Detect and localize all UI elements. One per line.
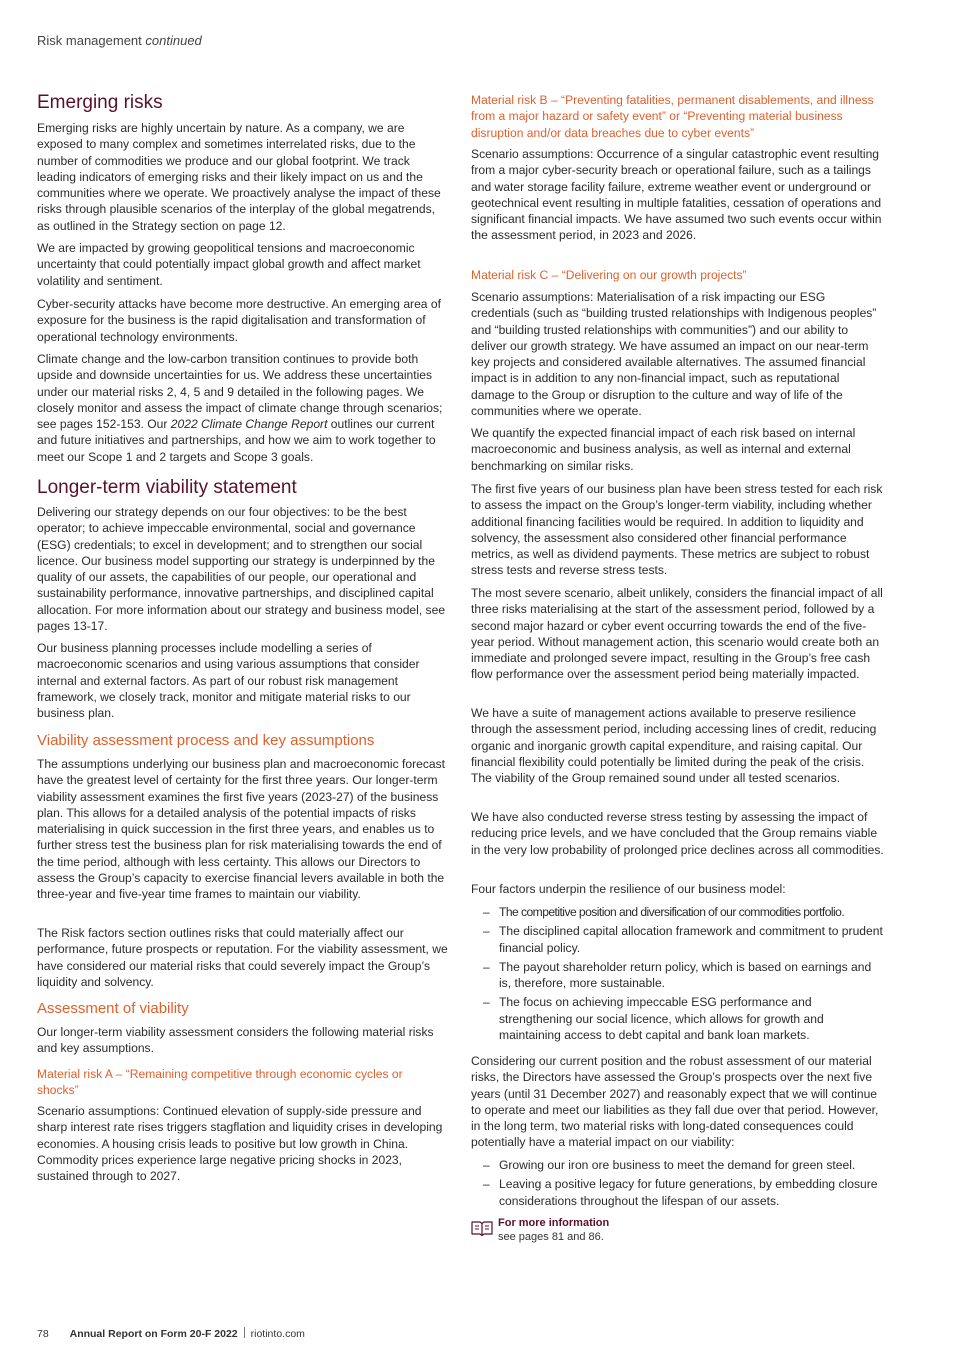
reverse-stress-paragraph: We have also conducted reverse stress testing by assessing the impact of reducing price levels, and we have concluded that the Group remains viable in the very low probability of prolonged price declines across all commodities.: [471, 810, 884, 857]
four-factors-intro: Four factors underpin the resilience of our business model:: [471, 882, 786, 896]
emerging-paragraph-4: Climate change and the low-carbon transition continues to provide both upside and downside uncertainties for us. We address these uncertainties under our material risks 2, 4, 5 and 9 detailed in the following pages. We closely monitor and assess the impact of climate change through scenarios; see pages 152-153. Our 2022 Climate Change Report outlines our current and future initiatives and partnerships, and how we aim to work together to meet our Scope 1 and 2 targets and Scope 3 goals.: [37, 352, 443, 464]
more-info-pages: see pages 81 and 86.: [498, 1231, 604, 1243]
emerging-paragraph-1: Emerging risks are highly uncertain by nature. As a company, we are exposed to many complex and sometimes interrelated risks, due to the number of commodities we produce and our global footprint. We track leading indicators of emerging risks and their likely impact on us and the communities where we operate. We proactively analyse the impact of these risks through plausible scenarios of the interplay of the global megatrends, as outlined in the Strategy section on page 12.: [37, 121, 441, 233]
risk-b-paragraph: Scenario assumptions: Occurrence of a singular catastrophic event resulting from a major cyber-security breach or operational failure, such as a tailings and water storage facility failure, extreme weather event or underground or geotechnical event resulting in multiple fatalities, cessation of operations and significant financial impacts. We have assumed two such events occur within the assessment period, in 2023 and 2026.: [471, 147, 882, 243]
header-section: Risk management: [37, 33, 142, 48]
page-footer: [37, 1327, 305, 1340]
website-link[interactable]: riotinto.com: [250, 1328, 305, 1340]
running-header: [37, 33, 202, 48]
long-term-risks-list: [471, 1157, 883, 1209]
list-item: – The payout shareholder return policy, which is based on earnings and is, therefore, more sustainable.: [471, 959, 883, 992]
footer-divider: [244, 1327, 245, 1338]
risk-c-paragraph: Scenario assumptions: Materialisation of a risk impacting our ESG credentials (such as “building trusted relationships with Indigenous peoples” and “building trusted relationships with communities”) and our ability to deliver our growth strategy. We have assumed an impact on our near-term key projects and considered available alternatives. The assumed financial impact is in addition to any non-financial impact, such as reputational damage to the Group or disruption to the culture and way of life of the communities where we operate.: [471, 290, 877, 419]
assessment-paragraph: Our longer-term viability assessment considers the following material risks and key assumptions.: [37, 1025, 434, 1056]
management-actions-paragraph: We have a suite of management actions available to preserve resilience through the assessment period, including accessing lines of credit, reducing organic and inorganic growth capital expenditure, and raising capital. Our financial flexibility could potentially be limited during the peak of the crisis. The viability of the Group remained sound under all tested scenarios.: [471, 706, 877, 786]
more-info-title: For more information: [498, 1217, 610, 1229]
assessment-heading: Assessment of viability: [37, 1000, 189, 1017]
emerging-paragraph-3: Cyber-security attacks have become more destructive. An emerging area of exposure for the business is the rapid digitalisation and transformation of operational technology environments.: [37, 297, 441, 344]
list-item: – Leaving a positive legacy for future generations, by embedding closure considerations throughout the lifespan of our assets.: [471, 1176, 883, 1209]
risk-c-heading: Material risk C – “Delivering on our growth projects”: [471, 268, 747, 282]
considering-paragraph: Considering our current position and the robust assessment of our material risks, the Directors have assessed the Group’s prospects over the next five years (until 31 December 2027) and reasonably expect that we will continue to operate and meet our liabilities as they fall due over that period. However, in the long term, two material risks with long-dated consequences could potentially have a material impact on our viability:: [471, 1054, 879, 1150]
risk-b-heading: Material risk B – “Preventing fatalities, permanent disablements, and illness from a major hazard or safety event” or “Preventing material business disruption and/or data breaches due to cyber events”: [471, 93, 874, 140]
first-five-years-paragraph: The first five years of our business plan have been stress tested for each risk to assess the impact on the Group’s longer-term viability, including whether additional financing facilities would be required. In addition to liquidity and solvency, the assessment also considered other financial performance metrics, as well as dividend payments. These metrics are subject to robust stress tests and reverse stress tests.: [471, 482, 883, 578]
severe-scenario-paragraph: The most severe scenario, albeit unlikely, considers the financial impact of all three risks materialising at the start of the assessment period, followed by a second major hazard or cyber event occurring towards the end of the five-year period. Without management action, this scenario would create both an immediate and prolonged severe impact, resulting in the Group’s free cash flow performance over the assessment period being materially impacted.: [471, 586, 883, 682]
list-item: – Growing our iron ore business to meet the demand for green steel.: [471, 1157, 883, 1173]
process-heading: Viability assessment process and key assumptions: [37, 732, 375, 749]
resilience-factors-list: [471, 904, 883, 1043]
page-number: 78: [37, 1328, 49, 1340]
viability-paragraph-2: Our business planning processes include modelling a series of macroeconomic scenarios and using various assumptions that consider internal and external factors. As part of our robust risk management framework, we closely track, monitor and mitigate material risks to our business plan.: [37, 641, 420, 721]
viability-paragraph-1: Delivering our strategy depends on our four objectives: to be the best operator; to achieve impeccable environmental, social and governance (ESG) credentials; to excel in development; and to strengthen our social licence. Our business model supporting our strategy is underpinned by the quality of our assets, the capabilities of our people, our operational and sustainability performance, innovative partnerships, and disciplined capital allocation. For more information about our strategy and business model, see pages 13-17.: [37, 505, 446, 634]
header-continued: continued: [145, 33, 202, 48]
process-paragraph-2: The Risk factors section outlines risks that could materially affect our performance, future prospects or reputation. For the viability assessment, we have considered our material risks that could severely impact the Group’s liquidity and solvency.: [37, 926, 448, 989]
climate-report-title: 2022 Climate Change Report: [170, 417, 328, 432]
risk-a-paragraph: Scenario assumptions: Continued elevation of supply-side pressure and sharp interest rate rises triggers stagflation and liquidity crises in developing economies. A housing crisis leads to positive but low growth in China. Commodity prices experience large negative pricing shocks in 2023, sustained through to 2027.: [37, 1104, 443, 1184]
open-book-icon: [471, 1220, 493, 1236]
report-title: Annual Report on Form 20-F 2022: [69, 1328, 238, 1340]
list-item: – The focus on achieving impeccable ESG performance and strengthening our social licence, which allows for growth and maintaining access to debt capital and bank loan markets.: [471, 994, 883, 1043]
quantify-paragraph: We quantify the expected financial impact of each risk based on internal macroeconomic and business analysis, as well as internal and external benchmarking on similar risks.: [471, 426, 856, 473]
emerging-risks-heading: Emerging risks: [37, 92, 163, 113]
risk-a-heading: Material risk A – “Remaining competitive through economic cycles or shocks”: [37, 1067, 403, 1098]
process-paragraph-1: The assumptions underlying our business plan and macroeconomic forecast have the greatest level of certainty for the first three years. Our longer-term viability assessment examines the first five years (2023-27) of the business plan. This allows for a detailed analysis of the potential impacts of risks materialising in quick succession in the first three years, and enables us to further stress test the business plan for risk materialising towards the end of the time period, although with less certainty. This allows our Directors to assess the Group’s capacity to exercise financial levers available in both the three-year and five-year time frames to maintain our viability.: [37, 757, 446, 902]
list-item: – The disciplined capital allocation framework and commitment to prudent financial policy.: [471, 923, 883, 956]
list-item: – The competitive position and diversification of our commodities portfolio.: [471, 904, 883, 920]
viability-statement-heading: Longer-term viability statement: [37, 477, 297, 498]
emerging-paragraph-2: We are impacted by growing geopolitical tensions and macroeconomic uncertainty that could potentially impact global growth and affect market volatility and sentiment.: [37, 241, 421, 288]
